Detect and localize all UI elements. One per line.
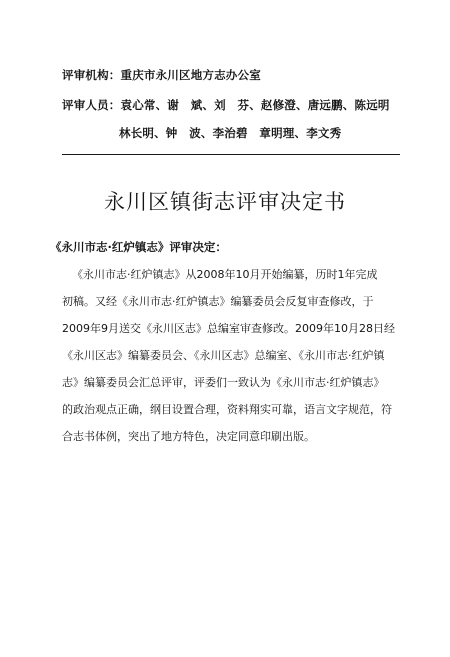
paragraph-line: 《永川市志·红炉镇志》从2008年10月开始编纂，历时1年完成 (72, 268, 378, 281)
reviewers-line-1 (62, 97, 390, 113)
section-heading: 《永川市志·红炉镇志》评审决定： (50, 240, 227, 254)
paragraph-line: 初稿。又经《永川市志·红炉镇志》编纂委员会反复审查修改，于 (62, 295, 374, 308)
reviewers-names-2: 林长明、钟 波、李治碧 章明理、李文秀 (119, 126, 342, 140)
paragraph-line: 2009年9月送交《永川区志》总编室审查修改。2009年10月28日经 (62, 322, 395, 335)
reviewers-names-1: 袁心常、谢 斌、刘 芬、赵修澄、唐远鹏、陈远明 (120, 98, 390, 112)
reviewers-label: 评审人员： (62, 98, 121, 112)
paragraph-line: 合志书体例，突出了地方特色，决定同意印刷出版。 (62, 430, 315, 443)
document-title: 永川区镇街志评审决定书 (104, 190, 346, 214)
paragraph-line: 《永川区志》编纂委员会、《永川区志》总编室、《永川市志·红炉镇 (62, 349, 385, 362)
review-organization-value: 重庆市永川区地方志办公室 (120, 68, 261, 82)
reviewers-line-2 (119, 125, 341, 141)
review-organization-line (62, 67, 261, 83)
paragraph-line: 的政治观点正确，纲目设置合理，资料翔实可靠，语言文字规范，符 (62, 403, 392, 416)
paragraph-line: 志》编纂委员会汇总评审，评委们一致认为《永川市志·红炉镇志》 (62, 376, 385, 389)
review-organization-label: 评审机构： (62, 68, 121, 82)
header-divider (62, 154, 400, 155)
